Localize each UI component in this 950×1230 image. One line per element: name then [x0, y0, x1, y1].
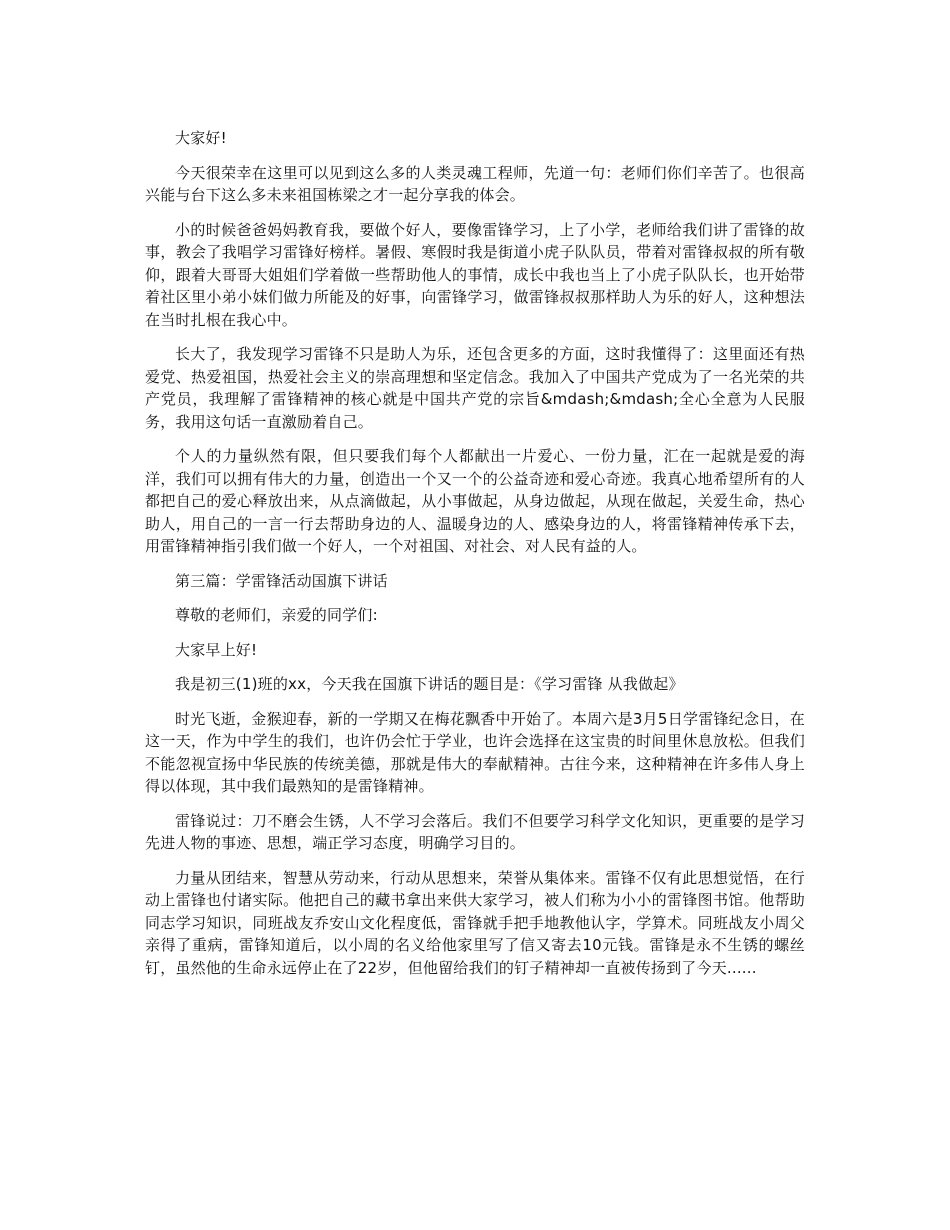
- childhood-paragraph: 小的时候爸爸妈妈教育我，要做个好人，要像雷锋学习，上了小学，老师给我们讲了雷锋的故事，教会了我唱学习雷锋好榜样。暑假、寒假时我是街道小虎子队队员，带着对雷锋叔叔的所有敬仰，跟着大哥哥大姐姐们学着做一些帮助他人的事情，成长中我也当上了小虎子队队长，也开始带着社区里小弟小妹们做力所能及的好事，向雷锋学习，做雷锋叔叔那样助人为乐的好人，这种想法在当时扎根在我心中。: [145, 220, 805, 329]
- greeting: 大家好!: [175, 129, 227, 147]
- individual-power-paragraph: 个人的力量纵然有限，但只要我们每个人都献出一片爱心、一份力量，汇在一起就是爱的海洋，我们可以拥有伟大的力量，创造出一个又一个的公益奇迹和爱心奇迹。我真心地希望所有的人都把自己的爱心释放出来，从点滴做起，从小事做起，从身边做起，从现在做起，关爱生命，热心助人，用自己的一言一行去帮助身边的人、温暖身边的人、感染身边的人，将雷锋精神传承下去，用雷锋精神指引我们做一个好人，一个对祖国、对社会、对人民有益的人。: [145, 447, 805, 555]
- lei-feng-quote-paragraph: 雷锋说过：刀不磨会生锈，人不学习会落后。我们不但要学习科学文化知识，更重要的是学习先进人物的事迹、思想，端正学习态度，明确学习目的。: [145, 811, 805, 852]
- speech-title-line: 我是初三(1)班的xx，今天我在国旗下讲话的题目是：《学习雷锋 从我做起》: [175, 675, 684, 693]
- opening-paragraph: 今天很荣幸在这里可以见到这么多的人类灵魂工程师，先道一句：老师们你们辛苦了。也很高兴能与台下这么多未来祖国栋梁之才一起分享我的体会。: [145, 163, 805, 204]
- salutation: 尊敬的老师们，亲爱的同学们:: [175, 606, 378, 624]
- morning-greeting: 大家早上好!: [175, 640, 258, 659]
- time-flies-paragraph: 时光飞逝，金猴迎春，新的一学期又在梅花飘香中开始了。本周六是3月5日学雷锋纪念日，在这一天，作为中学生的我们，也许仍会忙于学业，也许会选择在这宝贵的时间里休息放松。但我们不能忽视宣扬中华民族的传统美德，那就是伟大的奉献精神。古往今来，这种精神在许多伟人身上得以体现，其中我们最熟知的是雷锋精神。: [145, 709, 805, 795]
- growing-up-paragraph: 长大了，我发现学习雷锋不只是助人为乐，还包含更多的方面，这时我懂得了：这里面还有热爱党、热爱祖国，热爱社会主义的崇高理想和坚定信念。我加入了中国共产党成为了一名光荣的共产党员，我理解了雷锋精神的核心就是中国共产党的宗旨&mdash;&mdash;全心全意为人民服务，我用这句话一直激励着自己。: [145, 345, 805, 431]
- section-heading: 第三篇：学雷锋活动国旗下讲话: [175, 571, 388, 590]
- strength-unity-paragraph: 力量从团结来，智慧从劳动来，行动从思想来，荣誉从集体来。雷锋不仅有此思想觉悟，在行动上雷锋也付诸实际。他把自己的藏书拿出来供大家学习，被人们称为小小的雷锋图书馆。他帮助同志学习知识，同班战友乔安山文化程度低，雷锋就手把手地教他认字，学算术。同班战友小周父亲得了重病，雷锋知道后，以小周的名义给他家里写了信又寄去10元钱。雷锋是永不生锈的螺丝钉，虽然他的生命永远停止在了22岁，但他留给我们的钉子精神却一直被传扬到了今天......: [145, 868, 805, 977]
- document-body: [145, 127, 805, 991]
